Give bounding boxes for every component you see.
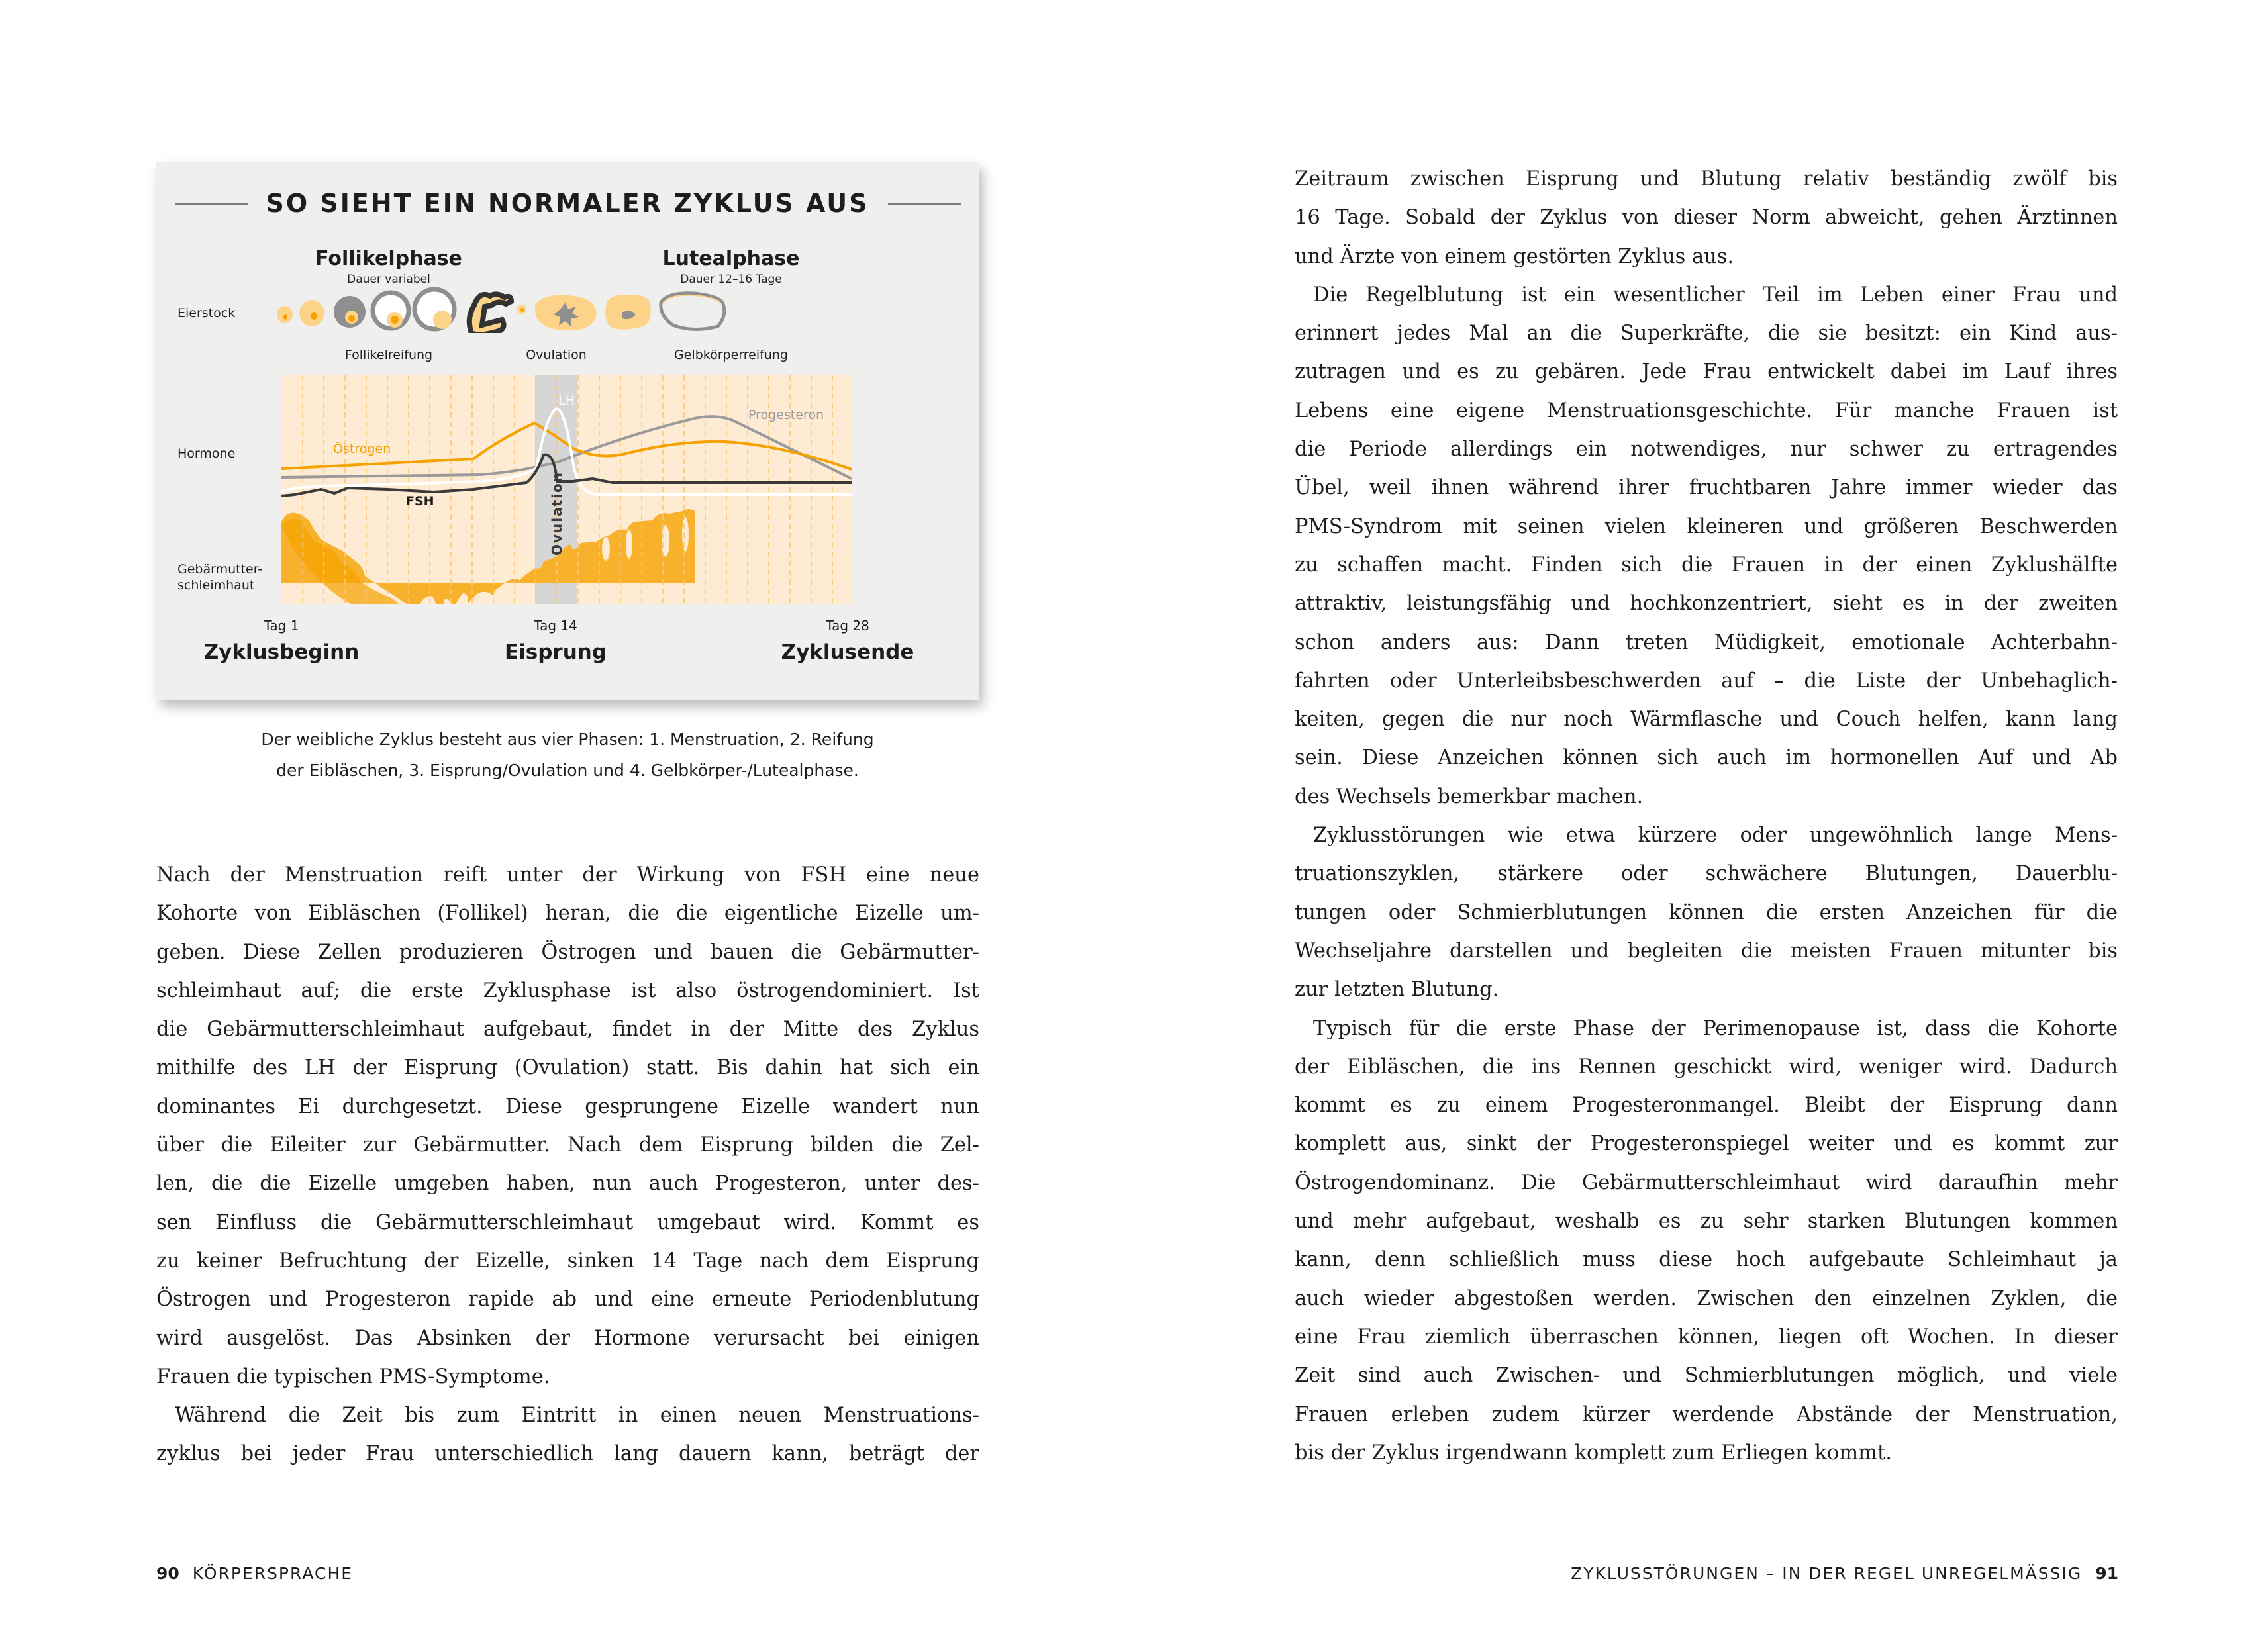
text-line: zu keiner Befruchtung der Eizelle, sinken 14 Tage nach dem Eisprung [156, 1249, 979, 1273]
right-footer [1571, 1564, 2118, 1583]
day-label-1: Tag 1 [264, 618, 299, 634]
text-line: Kohorte von Eibläschen (Follikel) heran, die die eigentliche Eizelle um- [156, 902, 979, 926]
text-line: zyklus bei jeder Frau unterschiedlich lang dauern kann, beträgt der [156, 1442, 979, 1466]
text-line: kann, denn schließlich muss diese hoch aufgebaute Schleimhaut ja [1295, 1248, 2118, 1272]
row-label-ovary: Eierstock [177, 306, 236, 320]
page-number: 90 [156, 1564, 179, 1583]
title-rule-left [175, 203, 248, 205]
text-line: über die Eileiter zur Gebärmutter. Nach dem Eisprung bilden die Zel- [156, 1134, 979, 1157]
text-line: Zeitraum zwischen Eisprung und Blutung relativ beständig zwölf bis [1295, 168, 2118, 191]
text-line: Nach der Menstruation reift unter der Wirkung von FSH eine neue [156, 863, 979, 887]
text-line: dominantes Ei durchgesetzt. Diese gesprungene Eizelle wandert nun [156, 1094, 979, 1118]
ovary-stages-icons [275, 285, 858, 333]
text-line: keiten, gegen die nur noch Wärmflasche und Couch helfen, kann lang [1295, 708, 2118, 732]
lh-label: LH [558, 393, 575, 408]
stage-label-ovulation: Ovulation [526, 348, 587, 362]
text-line: Während die Zeit bis zum Eintritt in einen neuen Menstruations- [175, 1404, 979, 1427]
text-line: Östrogendominanz. Die Gebärmutterschleimhaut wird daraufhin mehr [1295, 1171, 2118, 1194]
day-label-14: Tag 14 [534, 618, 577, 634]
text-line: zutragen und es zu gebären. Jede Frau entwickelt dabei im Lauf ihres [1295, 360, 2118, 384]
text-line: fahrten oder Unterleibsbeschwerden auf – die Liste der Unbehaglich- [1295, 669, 2118, 693]
text-line: schon anders aus: Dann treten Müdigkeit, emotionale Achterbahn- [1295, 630, 2118, 654]
milestone-cycle-start: Zyklusbeginn [203, 640, 360, 664]
phase-duration: Dauer variabel [347, 273, 430, 286]
follicle-icon [277, 306, 293, 323]
hormone-cycle-chart [281, 375, 852, 604]
text-line: Frauen die typischen PMS-Symptome. [156, 1365, 550, 1388]
text-line: Übel, weil ihnen während ihrer fruchtbaren Jahre immer wieder das [1295, 476, 2118, 500]
left-footer [156, 1564, 353, 1583]
corpus-albicans-icon [661, 293, 724, 330]
text-line: Östrogen und Progesteron rapide ab und eine erneute Periodenblutung [156, 1288, 979, 1312]
corpus-luteum-icon [535, 295, 597, 331]
stage-label-follicle-maturation: Follikelreifung [344, 348, 433, 362]
text-line: PMS-Syndrom mit seinen vielen kleineren und größeren Beschwerden [1295, 514, 2118, 538]
text-line: schleimhaut auf; die erste Zyklusphase ist also östrogendominiert. Ist [156, 979, 979, 1002]
text-line: zur letzten Blutung. [1295, 978, 1499, 1002]
text-line: erinnert jedes Mal an die Superkräfte, die sie besitzt: ein Kind aus- [1295, 322, 2118, 346]
text-line: geben. Diese Zellen produzieren Östrogen und bauen die Gebärmutter- [156, 940, 979, 964]
text-line: die Gebärmutterschleimhaut aufgebaut, findet in der Mitte des Zyklus [156, 1018, 979, 1041]
text-line: len, die die Eizelle umgeben haben, nun auch Progesteron, unter des- [156, 1172, 979, 1196]
text-line: Zeit sind auch Zwischen- und Schmierblutungen möglich, und viele [1295, 1364, 2118, 1388]
text-line: Typisch für die erste Phase der Perimenopause ist, dass die Kohorte [1313, 1016, 2118, 1040]
figure-title: SO SIEHT EIN NORMALER ZYKLUS AUS [266, 189, 869, 218]
milestone-cycle-end: Zyklusende [781, 640, 914, 664]
text-line: und Ärzte von einem gestörten Zyklus aus. [1295, 244, 1734, 268]
text-line: Wechseljahre darstellen und begleiten die meisten Frauen mitunter bis [1295, 939, 2118, 963]
page-number: 91 [2095, 1564, 2118, 1583]
phase-name: Lutealphase [662, 247, 800, 270]
text-line: tungen oder Schmierblutungen können die ersten Anzeichen für die [1295, 900, 2118, 924]
text-line: Zyklusstörungen wie etwa kürzere oder ungewöhnlich lange Mens- [1313, 824, 2118, 847]
text-line: kommt es zu einem Progesteronmangel. Bleibt der Eisprung dann [1295, 1094, 2118, 1118]
text-line: und mehr aufgebaut, weshalb es zu sehr starken Blutungen kommen [1295, 1210, 2118, 1233]
phase-duration: Dauer 12–16 Tage [680, 273, 782, 286]
row-label-endometrium: Gebärmutter- schleimhaut [177, 562, 263, 593]
row-label-hormones: Hormone [177, 446, 236, 461]
text-line: zu schaffen macht. Finden sich die Frauen in der einen Zyklushälfte [1295, 553, 2118, 577]
text-line: auch wieder abgestoßen werden. Zwischen den einzelnen Zyklen, die [1295, 1286, 2118, 1310]
progesterone-label: Progesteron [748, 408, 824, 422]
figure-title-row [156, 190, 979, 217]
text-line: mithilfe des LH der Eisprung (Ovulation) statt. Bis dahin hat sich ein [156, 1056, 979, 1080]
cycle-figure-card [156, 162, 979, 700]
left-body-text [156, 856, 979, 1474]
text-line: Frauen erleben zudem kürzer werdende Abstände der Menstruation, [1295, 1402, 2118, 1426]
text-line: sen Einfluss die Gebärmutterschleimhaut umgebaut wird. Kommt es [156, 1210, 979, 1234]
day-label-28: Tag 28 [826, 618, 869, 634]
follicle-icon [415, 289, 454, 329]
running-head: KÖRPERSPRACHE [192, 1564, 354, 1583]
corpus-luteum-icon [605, 295, 651, 330]
figure-caption: Der weibliche Zyklus besteht aus vier Phasen: 1. Menstruation, 2. Reifung der Eibläschen, 3. Eisprung/Ovulation und 4. Gelbkörper-/Lutealphase. [261, 730, 874, 780]
ovulation-band-label: Ovulation [549, 471, 565, 555]
stage-label-corpus-luteum: Gelbkörperreifung [674, 348, 788, 362]
text-line: wird ausgelöst. Das Absinken der Hormone verursacht bei einigen [156, 1326, 979, 1350]
ovulation-follicle-icon [469, 294, 526, 333]
text-line: attraktiv, leistungsfähig und hochkonzentriert, sieht es in der zweiten [1295, 592, 2118, 616]
text-line: bis der Zyklus irgendwann komplett zum Erliegen kommt. [1295, 1441, 1893, 1465]
text-line: sein. Diese Anzeichen können sich auch im hormonellen Auf und Ab [1295, 746, 2118, 770]
text-line: truationszyklen, stärkere oder schwächere Blutungen, Dauerblu- [1295, 862, 2118, 886]
right-page [1134, 0, 2268, 1642]
milestone-ovulation: Eisprung [504, 640, 607, 664]
text-line: die Periode allerdings ein notwendiges, nur schwer zu ertragendes [1295, 438, 2118, 461]
text-line: Die Regelblutung ist ein wesentlicher Teil im Leben einer Frau und [1313, 283, 2118, 307]
estrogen-label: Östrogen [333, 442, 391, 456]
follicle-icon [334, 296, 366, 328]
follicle-icon [299, 300, 324, 326]
text-line: Lebens eine eigene Menstruationsgeschichte. Für manche Frauen ist [1295, 399, 2118, 422]
right-body-text [1295, 160, 2118, 1473]
fsh-label: FSH [406, 494, 434, 508]
text-line: der Eibläschen, die ins Rennen geschickt wird, weniger wird. Dadurch [1295, 1055, 2118, 1079]
text-line: des Wechsels bemerkbar machen. [1295, 785, 1644, 808]
phase-name: Follikelphase [315, 247, 462, 270]
title-rule-right [888, 203, 961, 205]
phase-follicular [315, 247, 462, 286]
text-line: komplett aus, sinkt der Progesteronspiegel weiter und es kommt zur [1295, 1132, 2118, 1156]
phase-luteal [663, 247, 800, 286]
text-line: eine Frau ziemlich überraschen können, liegen oft Wochen. In dieser [1295, 1325, 2118, 1349]
text-line: 16 Tage. Sobald der Zyklus von dieser Norm abweicht, gehen Ärztinnen [1295, 206, 2118, 230]
follicle-icon [373, 293, 409, 328]
running-head: ZYKLUSSTÖRUNGEN – IN DER REGEL UNREGELMÄSSIG [1571, 1564, 2083, 1583]
